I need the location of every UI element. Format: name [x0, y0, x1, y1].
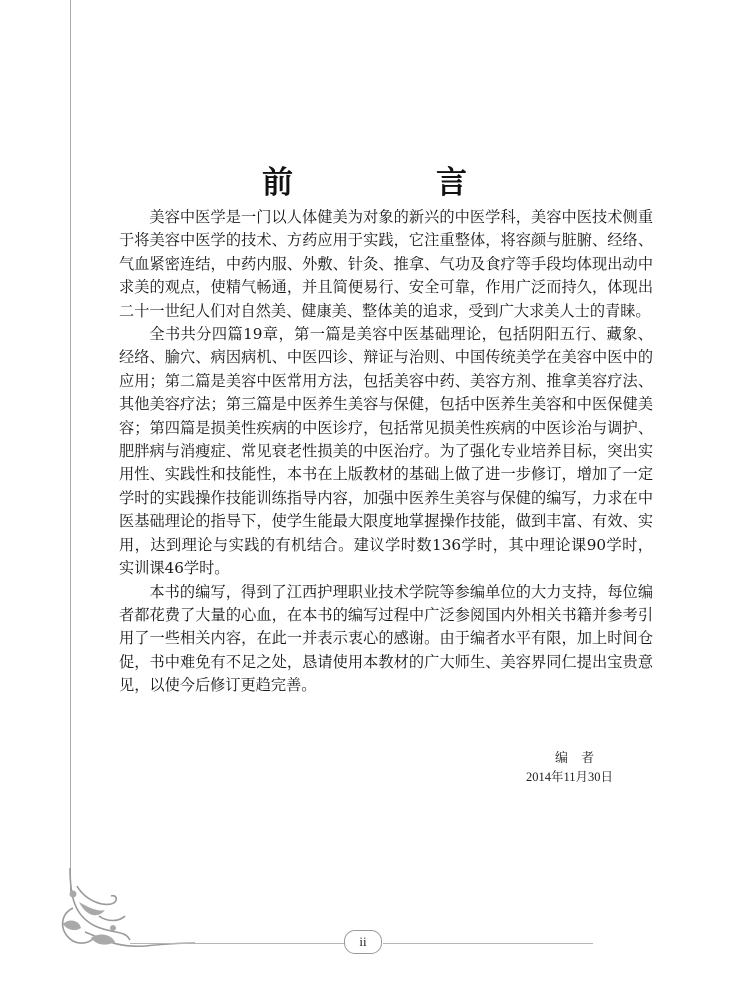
author-signature: 编者 — [555, 751, 608, 766]
footer-rule-right — [383, 943, 593, 944]
preface-paragraph-1: 美容中医学是一门以人体健美为对象的新兴的中医学科，美容中医技术侧重于将美容中医学的技术、方药应用于实践，它注重整体，将容颜与脏腑、经络、气血紧密连结，中药内服、外敷、针灸、推拿、气功及食疗等手段均体现出动中求美的观点，使精气畅通，并且简便易行、安全可靠，作用广泛而持久，体现出二十一世纪人们对自然美、健康美、整体美的追求，受到广大求美人士的青睐。 — [119, 208, 653, 320]
preface-paragraph-3: 本书的编写，得到了江西护理职业技术学院等参编单位的大力支持，每位编者都花费了大量的心血，在本书的编写过程中广泛参阅国内外相关书籍并参考引用了一些相关内容，在此一并表示衷心的感谢。由于编者水平有限，加上时间仓促，书中难免有不足之处，恳请使用本教材的广大师生、美容界同仁提出宝贵意见，以使今后修订更趋完善。 — [119, 582, 653, 695]
floral-corner-ornament-icon — [55, 868, 195, 952]
preface-paragraph-2: 全书共分四篇19章，第一篇是美容中医基础理论，包括阴阳五行、藏象、经络、腧穴、病因病机、中医四诊、辩证与治则、中国传统美学在美容中医中的应用；第二篇是美容中医常用方法，包括美容中药、美容方剂、推拿美容疗法、其他美容疗法；第三篇是中医养生美容与保健，包括中医养生美容和中医保健美容；第四篇是损美性疾病的中医诊疗，包括常见损美性疾病的中医诊治与调护、肥胖病与消瘦症、常见衰老性损美的中医治疗。为了强化专业培养目标，突出实用性、实践性和技能性，本书在上版教材的基础上做了进一步修订，增加了一定学时的实践操作技能训练指导内容，加强中医养生美容与保健的编写，力求在中医基础理论的指导下，使学生能最大限度地掌握操作技能，做到丰富、有效、实用，达到理论与实践的有机结合。建议学时数136学时，其中理论课90学时，实训课46学时。 — [119, 325, 653, 578]
page-title: 前 言 — [262, 164, 523, 201]
footer-rule-left — [130, 943, 345, 944]
decorative-border-line — [70, 0, 71, 892]
preface-date: 2014年11月30日 — [526, 770, 614, 784]
preface-body — [119, 206, 653, 698]
page-number: ii — [344, 930, 382, 954]
